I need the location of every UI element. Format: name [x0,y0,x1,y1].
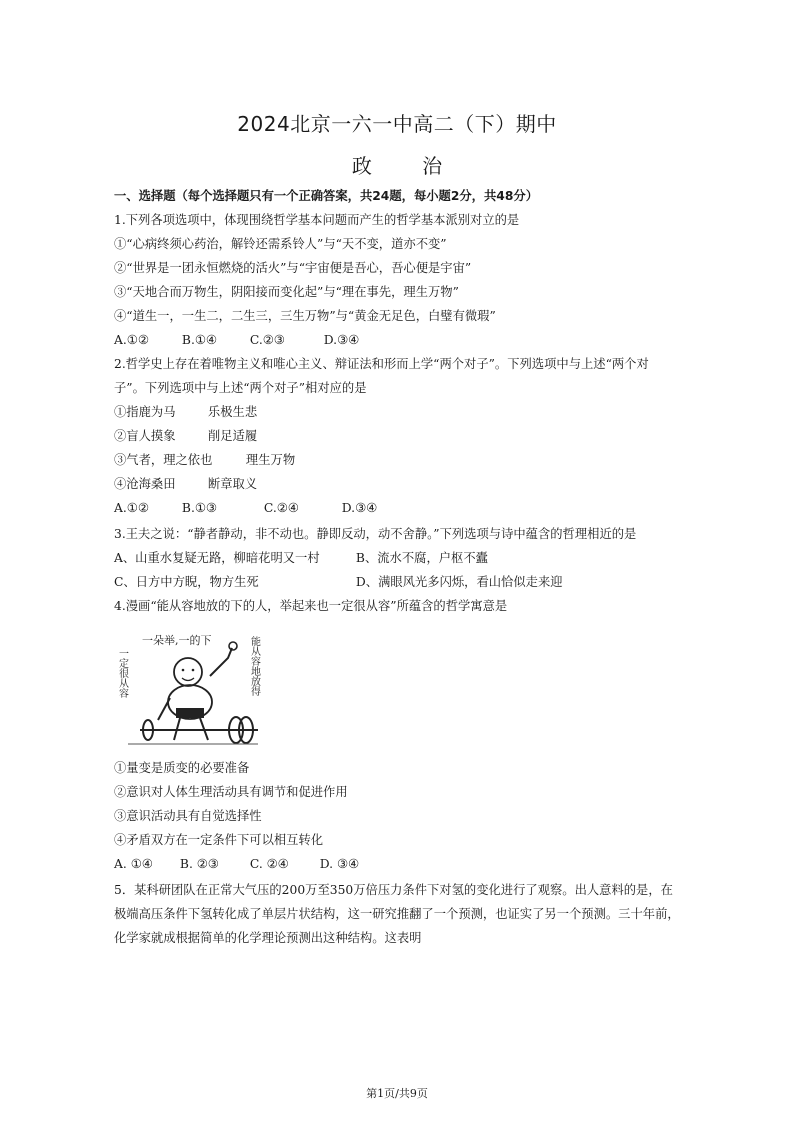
q1-item: ③“天地合而万物生，阴阳接而变化起”与“理在事先，理生万物” [114,285,459,299]
q2-pair-b: 理生万物 [245,453,296,467]
q2-pair-a: ①指鹿为马 [114,405,176,419]
section-heading: 一、选择题（每个选择题只有一个正确答案，共24题，每小题2分，共48分） [114,189,538,203]
q5-line: 极端高压条件下氢转化成了单层片状结构，这一研究推翻了一个预测，也证实了另一个预测。三十年前， [114,907,680,921]
q2-pair-b: 削足适履 [207,429,258,443]
q2-pair [114,428,686,444]
q4-item: ①量变是质变的必要准备 [114,761,250,775]
q2-option-b: B.①③ [181,501,217,515]
q2-pair-a: ④沧海桑田 [114,477,176,491]
q3-option-a: A、山重水复疑无路，柳暗花明又一村 [114,551,320,565]
q4-option-d: D. ③④ [319,857,360,871]
q2-option-d: D.③④ [341,501,378,515]
q4-item: ④矛盾双方在一定条件下可以相互转化 [114,833,324,847]
q1-item: ④“道生一，一生二，二生三，三生万物”与“黄金无足色，白璧有微瑕” [114,309,496,323]
q2-pair [114,404,686,420]
q3-options [114,574,686,590]
q4-option-c: C. ②④ [249,857,289,871]
q1-options [114,332,686,348]
q2-pair-b: 乐极生悲 [207,405,258,419]
cartoon-caption-right: 能从容地放得 [248,636,260,696]
q3-option-d: D、满眼风光多闪烁，看山恰似走来迎 [355,575,563,589]
q2-pair [114,452,686,468]
q1-option-b: B.①④ [181,333,217,347]
q3-option-c: C、日方中方睨，物方生死 [114,575,259,589]
q2-stem: 2.哲学史上存在着唯物主义和唯心主义、辩证法和形而上学“两个对子”。下列选项中与上述“两个对 [114,357,649,371]
cartoon-caption-top: 一朵举,一的下 [142,634,212,647]
q2-options [114,500,686,516]
q1-item: ②“世界是一团永恒燃烧的活火”与“宇宙便是吾心，吾心便是宇宙” [114,261,472,275]
q5-line: 5．某科研团队在正常大气压的200万至350万倍压力条件下对氢的变化进行了观察。出人意料的是，在 [114,883,673,897]
q3-stem: 3.王夫之说：“静者静动，非不动也。静即反动，动不舍静。”下列选项与诗中蕴含的哲理相近的是 [114,527,637,541]
q1-option-d: D.③④ [323,333,360,347]
q3-option-b: B、流水不腐，户枢不蠹 [355,551,488,565]
q4-option-b: B. ②③ [179,857,219,871]
q2-stem: 子”。下列选项中与上述“两个对子”相对应的是 [114,381,367,395]
cartoon-caption-left: 一定很从容 [116,648,128,698]
q2-pair [114,476,686,492]
q4-options [114,856,686,872]
q2-pair-b: 断章取义 [207,477,258,491]
q1-option-c: C.②③ [249,333,285,347]
q5-line: 化学家就成根据简单的化学理论预测出这种结构。这表明 [114,931,422,945]
q4-item: ②意识对人体生理活动具有调节和促进作用 [114,785,348,799]
q2-pair-a: ③气者，理之依也 [114,453,213,467]
subject-title: 政 治 [351,154,465,178]
weightlifter-cartoon [118,628,268,748]
q4-item: ③意识活动具有自觉选择性 [114,809,262,823]
q4-option-a: A. ①④ [114,857,153,871]
q1-stem: 1.下列各项选项中，体现围绕哲学基本问题而产生的哲学基本派别对立的是 [114,213,520,227]
page-title: 2024北京一六一中高二（下）期中 [237,112,557,136]
q2-option-a: A.①② [114,501,149,515]
q2-option-c: C.②④ [263,501,299,515]
page-number: 第1页/共9页 [366,1087,428,1100]
q4-stem: 4.漫画“能从容地放的下的人，举起来也一定很从容”所蕴含的哲学寓意是 [114,599,508,613]
q2-pair-a: ②盲人摸象 [114,429,176,443]
q3-options [114,550,686,566]
q1-item: ①“心病终须心药治，解铃还需系铃人”与“天不变，道亦不变” [114,237,447,251]
q1-option-a: A.①② [114,333,149,347]
